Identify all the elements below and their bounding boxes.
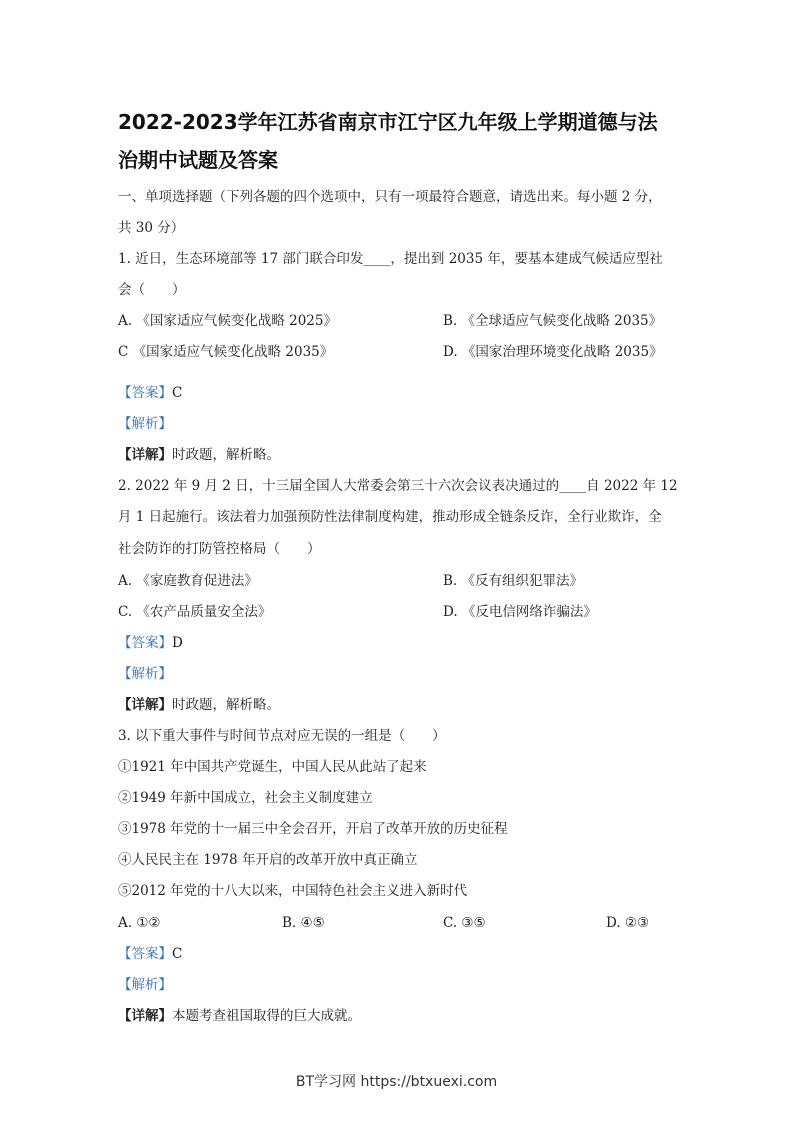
answer-value: D (172, 635, 183, 651)
q2-option-b: B. 《反有组织犯罪法》 (443, 573, 584, 589)
q3-stem-line-1: 3. 以下重大事件与时间节点对应无误的一组是（ ） (118, 728, 446, 744)
q1-option-a: A. 《国家适应气候变化战略 2025》 (118, 313, 337, 329)
answer-tag: 【答案】 (118, 635, 172, 651)
answer-tag: 【答案】 (118, 946, 172, 962)
q2-stem-line-2: 月 1 日起施行。该法着力加强预防性法律制度构建，推动形成全链条反诈，全行业欺诈，全 (118, 509, 662, 525)
q2-stem-line-3: 社会防诈的打防管控格局（ ） (118, 541, 321, 557)
analysis-tag: 【解析】 (118, 666, 172, 682)
q2-answer (118, 634, 183, 652)
q3-item-3: ③1978 年党的十一届三中全会召开，开启了改革开放的历史征程 (118, 821, 508, 837)
q3-option-c: C. ③⑤ (443, 915, 486, 931)
page-footer-watermark[interactable]: BT学习网 https://btxuexi.com (295, 1074, 498, 1090)
analysis-tag: 【解析】 (118, 416, 172, 432)
q2-detail (118, 696, 280, 714)
detail-tag: 【详解】 (118, 697, 172, 713)
q1-answer (118, 384, 182, 402)
answer-value: C (172, 385, 183, 401)
q3-item-4: ④人民民主在 1978 年开启的改革开放中真正确立 (118, 852, 418, 868)
q3-item-5: ⑤2012 年党的十八大以来，中国特色社会主义进入新时代 (118, 883, 468, 899)
analysis-tag: 【解析】 (118, 977, 172, 993)
q2-stem-line-1: 2. 2022 年 9 月 2 日，十三届全国人大常委会第三十六次会议表决通过的____自 2022 年 12 (118, 478, 678, 494)
q3-analysis (118, 976, 172, 994)
q3-option-b: B. ④⑤ (282, 915, 325, 931)
document-title-line-1: 2022-2023学年江苏省南京市江宁区九年级上学期道德与法 (118, 110, 658, 134)
answer-tag: 【答案】 (118, 385, 172, 401)
document-title-line-2: 治期中试题及答案 (118, 148, 278, 172)
detail-text: 时政题，解析略。 (172, 697, 280, 713)
q3-item-1: ①1921 年中国共产党诞生，中国人民从此站了起来 (118, 759, 427, 775)
q3-answer (118, 945, 182, 963)
q1-option-c: C 《国家适应气候变化战略 2035》 (118, 344, 334, 360)
answer-value: C (172, 946, 183, 962)
q2-analysis (118, 665, 172, 683)
section-heading-line-2: 共 30 分） (118, 220, 185, 236)
q2-option-a: A. 《家庭教育促进法》 (118, 573, 258, 589)
q2-option-d: D. 《反电信网络诈骗法》 (443, 604, 597, 620)
q1-option-d: D. 《国家治理环境变化战略 2035》 (443, 344, 663, 360)
detail-tag: 【详解】 (118, 1008, 172, 1024)
q1-stem-line-1: 1. 近日，生态环境部等 17 部门联合印发____，提出到 2035 年，要基本建成气候适应型社 (118, 251, 663, 267)
q3-option-d: D. ②③ (606, 915, 650, 931)
detail-text: 时政题，解析略。 (172, 447, 280, 463)
q2-option-c: C. 《农产品质量安全法》 (118, 604, 272, 620)
q3-detail (118, 1007, 361, 1025)
q1-detail (118, 446, 280, 464)
section-heading-line-1: 一、单项选择题（下列各题的四个选项中，只有一项最符合题意，请选出来。每小题 2 分， (118, 189, 662, 205)
detail-tag: 【详解】 (118, 447, 172, 463)
detail-text: 本题考查祖国取得的巨大成就。 (172, 1008, 361, 1024)
q3-item-2: ②1949 年新中国成立，社会主义制度建立 (118, 790, 373, 806)
q1-analysis (118, 415, 172, 433)
q1-option-b: B. 《全球适应气候变化战略 2035》 (443, 313, 663, 329)
q1-stem-line-2: 会（ ） (118, 282, 186, 298)
q3-option-a: A. ①② (118, 915, 161, 931)
